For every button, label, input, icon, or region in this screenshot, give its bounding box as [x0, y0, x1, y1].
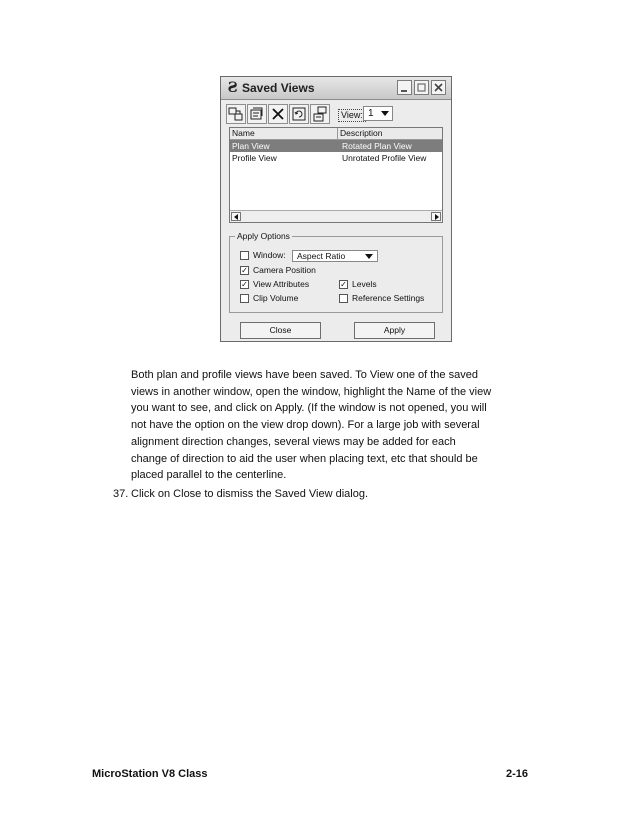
saved-views-table — [229, 127, 443, 223]
column-header-name[interactable]: Name — [230, 128, 338, 139]
dialog-toolbar — [223, 102, 449, 126]
apply-button[interactable]: Apply — [354, 322, 435, 339]
view-number-value: 1 — [368, 108, 374, 119]
column-header-description[interactable]: Description — [340, 128, 383, 138]
table-row[interactable] — [230, 140, 442, 152]
minimize-icon[interactable] — [397, 80, 412, 95]
scroll-left-icon[interactable] — [231, 212, 241, 221]
scroll-right-icon[interactable] — [431, 212, 441, 221]
chevron-down-icon — [365, 254, 373, 259]
apply-options-group — [229, 231, 443, 313]
step-number: 37. — [113, 488, 129, 500]
table-header — [230, 128, 442, 140]
edit-view-icon[interactable] — [247, 104, 267, 124]
view-attributes-checkbox[interactable]: ✓ — [241, 280, 248, 289]
save-view-icon[interactable] — [226, 104, 246, 124]
levels-checkbox[interactable]: ✓ — [340, 280, 347, 289]
paragraph-line: alignment direction changes, several views may be added for each — [131, 435, 456, 448]
row-name: Profile View — [232, 153, 277, 163]
chevron-down-icon — [381, 111, 389, 116]
row-description: Rotated Plan View — [342, 141, 412, 151]
footer-page-number: 2-16 — [506, 768, 529, 780]
maximize-icon[interactable] — [414, 80, 429, 95]
step-item — [113, 486, 368, 502]
camera-position-checkbox[interactable]: ✓ — [241, 266, 248, 275]
body-paragraph — [131, 367, 536, 484]
window-mode-select[interactable] — [292, 250, 378, 262]
microstation-app-icon: Ƨ — [227, 80, 238, 96]
reference-settings-label: Reference Settings — [352, 293, 425, 303]
window-checkbox[interactable] — [240, 251, 249, 260]
dialog-titlebar[interactable] — [221, 77, 451, 100]
paragraph-line: Both plan and profile views have been saved. To View one of the saved — [131, 369, 478, 381]
step-text: Click on Close to dismiss the Saved View dialog. — [131, 488, 369, 500]
footer-course-title: MicroStation V8 Class — [92, 768, 208, 780]
table-row[interactable] — [230, 152, 442, 164]
close-icon[interactable] — [431, 80, 446, 95]
clip-volume-label: Clip Volume — [253, 293, 299, 303]
apply-options-legend: Apply Options — [237, 231, 290, 241]
paragraph-line: not have the option on the view drop down). For a large job with several — [131, 419, 480, 432]
update-view-icon[interactable] — [310, 104, 330, 124]
paragraph-line: change of direction to aid the user when placing text, etc that should be — [131, 452, 478, 465]
horizontal-scrollbar[interactable] — [230, 210, 442, 222]
levels-label: Levels — [352, 279, 377, 289]
dialog-title: Saved Views — [242, 81, 315, 95]
clip-volume-checkbox[interactable] — [240, 294, 249, 303]
close-button[interactable]: Close — [240, 322, 321, 339]
apply-view-icon[interactable] — [289, 104, 309, 124]
delete-icon[interactable] — [268, 104, 288, 124]
camera-position-label: Camera Position — [253, 265, 316, 275]
paragraph-line: you want to see, and click on Apply. (If the window is not opened, you will — [131, 402, 487, 415]
paragraph-line: views in another window, open the window, highlight the Name of the view — [131, 385, 492, 398]
paragraph-line: placed parallel to the centerline. — [131, 469, 287, 482]
window-label: Window: — [253, 250, 286, 260]
window-mode-value: Aspect Ratio — [297, 251, 346, 261]
saved-views-dialog — [220, 76, 452, 342]
view-label: View: — [338, 109, 366, 122]
row-description: Unrotated Profile View — [342, 153, 427, 163]
reference-settings-checkbox[interactable] — [339, 294, 348, 303]
view-number-select[interactable] — [363, 106, 393, 121]
view-attributes-label: View Attributes — [253, 279, 310, 289]
row-name: Plan View — [232, 141, 270, 151]
